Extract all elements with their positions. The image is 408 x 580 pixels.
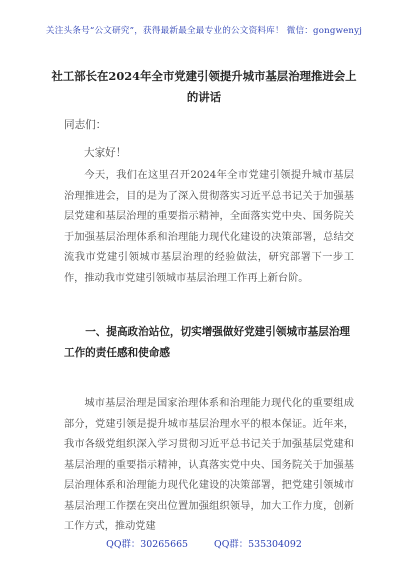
section-heading: 一、提高政治站位，切实增强做好党建引领城市基层治理工作的责任感和使命感 [64,326,351,359]
body-paragraph-1: 今天，我们在这里召开2024年全市党建引领提升城市基层治理推进会，目的是为了深入贯彻落实习近平总书记关于加强基层党建和基层治理的重要指示精神，全面落实党中央、国务院关于加强基层治理体系和治理能力现代化建设的决策部署，总结交流我市党建引领城市基层治理的经验做法，研究部署下一步工作，推动我市党建引领城市基层治理工作再上新台阶。 [64,170,354,284]
footer-qq-groups [0,536,408,550]
greeting: 大家好！ [84,147,127,159]
document-title: 社工部长在2024年全市党建引领提升城市基层治理推进会上的讲话 [51,69,357,104]
salutation: 同志们： [64,119,107,131]
qq-group-1: QQ群：30265665 [106,539,189,550]
qq-group-2: QQ群：535304092 [214,539,302,550]
header-banner: 关注头条号“公文研究”，获得最新最全最专业的公文资料库！ 微信：gongwenyj [45,26,363,36]
body-paragraph-2: 城市基层治理是国家治理体系和治理能力现代化的重要组成部分，党建引领是提升城市基层治理水平的根本保证。近年来，我市各级党组织深入学习贯彻习近平总书记关于加强基层党建和基层治理的重要指示精神，认真落实党中央、国务院关于加强基层治理体系和治理能力现代化建设的决策部署，把党建引领城市基层治理工作摆在突出位置加强组织领导，加大工作力度，创新工作方式，推动党建 [64,398,354,532]
